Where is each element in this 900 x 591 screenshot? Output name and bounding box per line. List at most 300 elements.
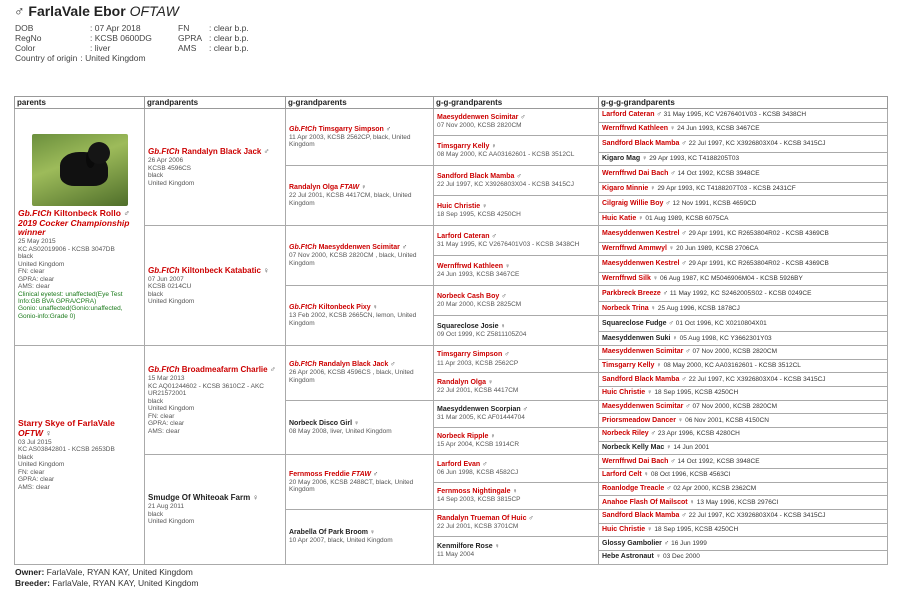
sex-icon: ♀ [490, 433, 496, 441]
title-prefix: Gb.FtCh [148, 265, 180, 275]
dog-info-line: black [148, 397, 164, 405]
dog-photo[interactable] [32, 134, 128, 206]
dog-info-line: 13 May 1996, KCSB 2976CI [696, 498, 779, 506]
dog-info-line: 10 Apr 2007, black, United Kingdom [289, 537, 393, 545]
dog-info-line: 18 Sep 1995, KCSB 4250CH [437, 211, 521, 219]
dog-name-link[interactable] [437, 203, 487, 210]
dog-name-link[interactable] [289, 529, 375, 536]
dog-info-line: 08 May 2000, KC AA03162601 - KCSB 3512CL [663, 362, 801, 370]
dog-name-link[interactable] [602, 140, 687, 147]
dog-name: Maesyddenwen Scimitar [602, 403, 684, 411]
gg-grandparent-cell [434, 226, 599, 256]
gg-grandparent-cell [434, 166, 599, 196]
dog-name-link[interactable] [602, 389, 652, 396]
dog-name: Kiltonbeck Pixy [318, 304, 371, 312]
pedigree-header-row [15, 97, 888, 109]
dog-name: Wernffrwd Kathleen [437, 262, 503, 270]
dog-name-link[interactable] [602, 275, 658, 282]
dog-name: Wernffrwd Silk [602, 274, 651, 282]
dog-info-line: black [18, 453, 34, 461]
dog-name-link[interactable] [289, 361, 395, 368]
sex-icon: ♂ [665, 199, 671, 207]
dog-name-link[interactable] [437, 488, 518, 495]
dog-info-line: 22 Jul 2001, KCSB 3701CM [437, 523, 519, 531]
dog-name: Randalyn Olga [437, 378, 487, 386]
sex-icon: ♂ [522, 406, 528, 414]
sex-icon: ♀ [642, 154, 648, 162]
dog-name-link[interactable] [148, 365, 276, 374]
sex-icon: ♀ [482, 202, 488, 210]
dog-info-line: 01 Aug 1989, KCSB 6075CA [645, 214, 729, 222]
dog-info-line: 22 Jul 1997, KC X3926803X04 - KCSB 3415CJ [688, 375, 826, 383]
dog-name-link[interactable] [437, 233, 497, 240]
dog-info-line: 20 May 2006, KCSB 2488CT, black, United Kingdom [289, 478, 414, 494]
sex-icon: ♂ [685, 403, 691, 411]
dog-info-line: 07 Jun 2007 [148, 275, 184, 283]
dog-name-link[interactable] [602, 320, 674, 327]
dog-info-line: 31 May 1995, KC V2676401V03 - KCSB 3438CH [663, 111, 807, 119]
dog-name-link[interactable] [289, 244, 407, 251]
column-header: grandparents [145, 97, 286, 109]
dog-name: Sandford Black Mamba [437, 173, 515, 180]
sex-icon: ♀ [487, 378, 494, 386]
dog-info-line: GPRA: clear [18, 476, 55, 484]
dog-name-link[interactable] [148, 147, 270, 156]
dog-info-line: black [18, 253, 34, 261]
sex-icon: ♀ [45, 427, 52, 438]
dog-name: Cilgraig Willie Boy [602, 199, 664, 207]
dog-name-link[interactable] [437, 293, 506, 300]
dam-cell [15, 346, 145, 565]
ggg-grandparent-cell [599, 272, 888, 286]
ggg-grandparent-cell [599, 316, 888, 332]
sex-icon: ♀ [652, 274, 659, 282]
grandparent-cell [145, 455, 286, 565]
dog-name-link[interactable] [148, 493, 258, 502]
dog-name-link[interactable] [602, 499, 695, 506]
color-label: Color [15, 43, 36, 53]
dog-info-line: 29 Apr 1991, KC R2653804R02 - KCSB 4369CB [688, 229, 829, 237]
dog-name-link[interactable] [602, 553, 661, 560]
dog-name: Wernffrwd Dai Bach [602, 169, 669, 177]
ggg-grandparent-cell [599, 496, 888, 510]
great-grandparent-cell [286, 226, 434, 286]
sex-icon: ♀ [672, 334, 678, 342]
dog-name-link[interactable] [602, 526, 652, 533]
sex-icon: ♂ [501, 292, 507, 300]
dog-name: Larford Cateran [602, 111, 655, 119]
sex-icon: ♂ [670, 169, 676, 177]
dog-info-line: 22 Jul 1997, KC X3926803X04 - KCSB 3415CJ [688, 139, 826, 147]
pedigree-row [15, 455, 888, 469]
dog-name-link[interactable] [602, 458, 676, 465]
ggg-grandparent-cell [599, 152, 888, 166]
dog-name-link[interactable] [437, 323, 506, 330]
ggg-grandparent-cell [599, 400, 888, 414]
dog-info-line: 14 Oct 1992, KCSB 3948CE [677, 457, 760, 465]
dog-name-link[interactable] [602, 185, 655, 192]
dog-name: Randalyn Olga [289, 184, 339, 192]
dog-name-link[interactable] [602, 125, 675, 132]
dog-info-line: KC AS03842801 - KCSB 2653DB [18, 446, 115, 454]
dog-name: Smudge Of Whiteoak Farm [148, 493, 251, 503]
dog-title [14, 3, 179, 19]
dog-name: Kenmilfore Rose [437, 542, 493, 550]
dog-name-link[interactable] [289, 126, 391, 133]
dog-name-link[interactable] [602, 512, 687, 519]
grandparent-cell [145, 109, 286, 226]
sex-icon: ♂ [123, 207, 130, 218]
dog-info-line: 08 May 2000, KC AA03162601 - KCSB 3512CL [437, 151, 575, 159]
dog-info-line: 08 Oct 1996, KCSB 4563CI [650, 471, 731, 479]
ggg-grandparent-cell [599, 332, 888, 346]
dog-name-link[interactable] [437, 351, 509, 358]
dog-name-link[interactable] [602, 155, 647, 162]
dog-info-line: KC AQ01244602 - KCSB 3610CZ - AKC UR21572001 [148, 382, 264, 398]
dog-name-link[interactable] [602, 540, 669, 547]
dog-name: Maesyddenwen Kestrel [602, 259, 680, 267]
country-label: Country of origin [15, 53, 78, 63]
ggg-grandparent-cell [599, 387, 888, 401]
gg-grandparent-cell [434, 455, 599, 482]
owner-label: Owner: [15, 567, 45, 577]
dog-info-line: 29 Apr 1993, KC T4188207T03 - KCSB 2431CF [657, 184, 796, 192]
dog-info-line: 31 May 1995, KC V2676401V03 - KCSB 3438CH [437, 240, 580, 248]
sex-icon: ♀ [647, 525, 653, 533]
dog-name-link[interactable] [289, 471, 378, 478]
sex-icon: ♀ [689, 498, 695, 506]
dog-info-line: 23 Apr 1996, KCSB 4280CH [657, 430, 740, 438]
dog-info-line: 13 Feb 2002, KCSB 2665CN, lemon, United Kingdom [289, 312, 417, 327]
dog-name: Larford Cateran [437, 232, 490, 240]
dog-info-line: AMS: clear [148, 427, 180, 435]
dog-details [15, 23, 249, 63]
dog-name: Arabella Of Park Broom [289, 529, 368, 537]
dog-name: Timsgarry Simpson [318, 125, 384, 133]
ggg-grandparent-cell [599, 256, 888, 272]
ggg-grandparent-cell [599, 166, 888, 182]
dog-info-line: United Kingdom [148, 179, 195, 187]
sex-icon: ♀ [252, 493, 259, 503]
ggg-grandparent-cell [599, 359, 888, 373]
dog-name: Glossy Gambolier [602, 539, 662, 547]
dog-name: Maesyddenwen Suki [602, 334, 671, 342]
ggg-grandparent-cell [599, 136, 888, 152]
dog-name-link[interactable] [289, 420, 359, 427]
title-prefix: Gb.FtCh [18, 207, 52, 218]
sex-icon: ♂ [681, 375, 687, 383]
gg-grandparent-cell [434, 346, 599, 373]
dog-info-line: 01 Oct 1996, KC X0210804X01 [675, 319, 767, 327]
sex-icon: ♂ [681, 512, 687, 520]
great-grandparent-cell [286, 109, 434, 166]
sex-icon: ♀ [500, 322, 506, 330]
dog-info-line: 25 Aug 1996, KCSB 1878CJ [657, 304, 740, 312]
sex-icon: ♂ [491, 232, 497, 240]
sex-icon: ♂ [401, 244, 408, 252]
dog-info-line: United Kingdom [148, 518, 195, 526]
dog-info-line: GPRA: clear [18, 275, 55, 283]
dog-info-line: 26 Apr 2006, KCSB 4596CS , black, United Kingdom [289, 369, 414, 384]
breeder-label: Breeder: [15, 578, 50, 588]
ggg-grandparent-cell [599, 226, 888, 242]
ggg-grandparent-cell [599, 286, 888, 302]
ggg-grandparent-cell [599, 469, 888, 483]
dog-info-line: United Kingdom [148, 405, 195, 413]
sex-icon: ♀ [656, 362, 662, 370]
dog-info-line: 21 Aug 2011 [148, 503, 185, 511]
dog-info-line: 07 Nov 2000, KCSB 2820CM [692, 348, 778, 356]
dog-name-link[interactable] [602, 444, 671, 451]
dog-name: Wernffrwd Dai Bach [602, 457, 669, 465]
column-header: g-g-g-grandparents [599, 97, 888, 109]
ggg-grandparent-cell [599, 212, 888, 226]
health-info-line: Gonio: unaffected(Gonio:unaffected, Gonio-info:Grade 0) [18, 305, 123, 320]
title-prefix: Gb.FtCh [289, 304, 317, 312]
dog-name-link[interactable] [437, 543, 500, 550]
sex-icon: ♂ [685, 348, 691, 356]
dog-name-link[interactable] [602, 245, 674, 252]
dog-info-line: black [148, 510, 164, 518]
dog-info-line: 20 Mar 2000, KCSB 2825CM [437, 300, 522, 308]
dog-name-link[interactable] [437, 461, 487, 468]
gg-grandparent-cell [434, 428, 599, 455]
dog-info-line: United Kingdom [18, 260, 65, 268]
great-grandparent-cell [286, 509, 434, 564]
dog-info-line: United Kingdom [148, 298, 195, 306]
sex-icon: ♂ [482, 460, 488, 468]
dog-photo-head [88, 142, 110, 164]
dog-info-line: 11 Apr 2003, KCSB 2562CP, black, United Kingdom [289, 133, 411, 149]
gg-grandparent-cell [434, 109, 599, 136]
dog-name-link[interactable] [437, 263, 510, 270]
dog-name: Kigaro Minnie [602, 184, 649, 192]
ggg-grandparent-cell [599, 537, 888, 551]
fn-label: FN [178, 23, 190, 33]
ggg-grandparent-cell [599, 509, 888, 523]
dog-name-link[interactable] [602, 170, 676, 177]
ggg-grandparent-cell [599, 523, 888, 537]
dog-name-link[interactable] [602, 485, 671, 492]
dog-name: Huic Christie [602, 389, 646, 397]
great-grandparent-cell [286, 166, 434, 226]
dog-name: Randalyn Trueman Of Huic [437, 515, 527, 523]
sex-icon: ♂ [528, 515, 534, 523]
sex-icon: ♂ [650, 430, 656, 438]
dog-name: Starry Skye of FarlaVale [18, 417, 115, 428]
sex-icon: ♀ [372, 304, 378, 312]
dog-name-link[interactable] [437, 114, 526, 121]
column-header: g-grandparents [286, 97, 434, 109]
ggg-grandparent-cell [599, 550, 888, 564]
column-header: g-g-grandparents [434, 97, 599, 109]
dog-info-line: 06 Nov 2001, KCSB 4150CN [685, 416, 769, 424]
sex-icon: ♂ [263, 147, 270, 157]
regno-label: RegNo [15, 33, 42, 43]
dog-info-line: 31 Mar 2005, KC AF01444704 [437, 414, 525, 422]
pedigree-row [15, 109, 888, 123]
dog-name-link[interactable] [602, 348, 691, 355]
dog-name-link[interactable] [148, 266, 269, 275]
dog-info-line: 12 Nov 1991, KCSB 4659CD [672, 199, 757, 207]
sex-icon: ♀ [666, 443, 672, 451]
dog-name: Wernffrwd Ammwyl [602, 244, 667, 252]
sex-icon: ♀ [369, 529, 376, 537]
dog-name-link[interactable] [437, 379, 493, 386]
dog-name-link[interactable] [602, 200, 671, 207]
dog-name: Norbeck Riley [602, 430, 649, 438]
dog-info-line: 29 Apr 1991, KC R2653804R02 - KCSB 4369CB [688, 259, 829, 267]
dog-info-line: 03 Jul 2015 [18, 438, 52, 446]
dog-info-line: 26 Apr 2006 [148, 157, 184, 165]
sex-icon: ♂ [663, 539, 670, 547]
sex-icon: ♂ [656, 111, 662, 119]
sex-icon: ♂ [662, 289, 668, 297]
dog-info-line: 20 Jun 1989, KCSB 2706CA [676, 244, 759, 252]
dog-name-link[interactable] [602, 362, 662, 369]
sire-cell [15, 109, 145, 346]
sex-icon: ♂ [504, 351, 510, 359]
dog-info-line: 06 Aug 1987, KC M5046906M04 - KCSB 5926BY [660, 274, 803, 282]
dog-info-line: AMS: clear [18, 283, 50, 291]
dog-name: Timsgarry Kelly [602, 362, 655, 370]
dog-info-line: 14 Oct 1992, KCSB 3948CE [677, 169, 760, 177]
dog-info-line: 07 Nov 2000, KCSB 2820CM , black, United Kingdom [289, 252, 417, 267]
sex-icon: ♂ [520, 114, 526, 122]
dog-name: Kigaro Mag [602, 154, 641, 162]
sex-icon: ♂ [666, 484, 672, 492]
sex-icon: ♀ [655, 553, 662, 561]
dog-name: Kiltonbeck Rollo [53, 207, 121, 218]
sex-icon: ♀ [491, 143, 497, 151]
title-suffix: FTAW [351, 470, 371, 478]
dog-name-link[interactable] [602, 230, 687, 237]
dog-name-link[interactable] [602, 290, 668, 297]
regno-value: : KCSB 0600DG [90, 33, 152, 43]
color-value: : liver [90, 43, 111, 53]
dog-name-link[interactable] [289, 304, 378, 311]
breeder-value: FarlaVale, RYAN KAY, United Kingdom [52, 578, 199, 588]
ggg-grandparent-cell [599, 482, 888, 496]
dog-name-link[interactable] [437, 143, 497, 150]
dog-name-link[interactable] [602, 215, 643, 222]
sex-icon: ♀ [504, 262, 511, 270]
dog-name-link[interactable] [437, 515, 534, 522]
dog-name: Fernmoss Nightingale [437, 488, 511, 496]
dog-info-line: 11 Apr 2003, KCSB 2562CP [437, 359, 519, 367]
dog-name: Larford Celt [602, 471, 642, 479]
dog-name-link[interactable] [602, 335, 678, 342]
dog-name: Huic Katie [602, 214, 637, 222]
dog-name: Anahoe Flash Of Mailscot [602, 498, 688, 506]
gpra-value: : clear b.p. [209, 33, 249, 43]
ggg-grandparent-cell [599, 373, 888, 387]
dog-name: FarlaVale Ebor [28, 3, 126, 19]
gg-grandparent-cell [434, 136, 599, 166]
ams-value: : clear b.p. [209, 43, 249, 53]
dog-name: Randalyn Black Jack [181, 147, 262, 157]
dog-info-line: black [148, 172, 164, 180]
dog-suffix: OFTAW [129, 3, 179, 19]
dog-name: Maesyddenwen Scimitar [602, 348, 684, 356]
dog-name: Maesyddenwen Scimitar [318, 244, 400, 252]
male-symbol: ♂ [14, 3, 25, 19]
great-grandparent-cell [286, 400, 434, 455]
dog-info-line: 29 Apr 1993, KC T4188205T03 [649, 154, 740, 162]
sex-icon: ♂ [670, 457, 676, 465]
title-prefix: Gb.FtCh [148, 147, 180, 157]
dog-name-link[interactable] [18, 418, 115, 438]
dog-info-line: 05 Aug 1998, KC Y3662301Y03 [679, 334, 772, 342]
dog-name-link[interactable] [602, 403, 691, 410]
dog-name-link[interactable] [437, 406, 528, 413]
dog-name-link[interactable] [437, 173, 522, 180]
dog-name-link[interactable] [289, 184, 366, 191]
ggg-grandparent-cell [599, 455, 888, 469]
dog-info-line: FN: clear [18, 268, 45, 276]
dob-value: : 07 Apr 2018 [90, 23, 141, 33]
dog-name: Sandford Black Mamba [602, 375, 680, 383]
dog-info-line: 02 Apr 2000, KCSB 2362CM [673, 484, 757, 492]
dog-name-link[interactable] [602, 376, 687, 383]
ggg-grandparent-cell [599, 196, 888, 212]
dog-name-link[interactable] [437, 433, 496, 440]
pedigree-table [14, 96, 888, 565]
ggg-grandparent-cell [599, 441, 888, 455]
dog-name-link[interactable] [602, 111, 662, 118]
sex-icon: ♀ [638, 214, 644, 222]
sex-icon: ♀ [361, 184, 367, 192]
dog-name-link[interactable] [602, 260, 687, 267]
sex-icon: ♀ [650, 304, 656, 312]
dog-name-link[interactable] [602, 471, 649, 478]
ggg-grandparent-cell [599, 109, 888, 123]
dog-name: Norbeck Cash Boy [437, 292, 500, 300]
grandparent-cell [145, 346, 286, 455]
dog-info-line: 22 Jul 1997, KC X3926803X04 - KCSB 3415CJ [437, 181, 574, 189]
dog-name: Larford Evan [437, 460, 481, 468]
gg-grandparent-cell [434, 256, 599, 286]
dog-name: Fernmoss Freddie [289, 470, 350, 478]
title-suffix: OFTW [18, 427, 44, 438]
sex-icon: ♂ [668, 319, 674, 327]
ggg-grandparent-cell [599, 414, 888, 428]
dog-name-link[interactable] [602, 430, 656, 437]
dog-info-line: 22 Jul 2001, KCSB 4417CM, black, United Kingdom [289, 192, 412, 207]
dog-info-line: 22 Jul 2001, KCSB 4417CM [437, 386, 519, 394]
dog-name: Maesyddenwen Scimitar [437, 114, 519, 122]
dog-name-link[interactable] [602, 305, 656, 312]
dog-name: Wernffrwd Kathleen [602, 124, 668, 132]
gg-grandparent-cell [434, 316, 599, 346]
dog-info-line: 03 Dec 2000 [663, 553, 700, 561]
dog-name: Norbeck Trina [602, 304, 649, 312]
dog-name: Timsgarry Simpson [437, 351, 503, 359]
title-prefix: Gb.FtCh [289, 361, 317, 369]
sex-icon: ♂ [372, 470, 379, 478]
gg-grandparent-cell [434, 509, 599, 536]
dog-info-line: 22 Jul 1997, KC X3926803X04 - KCSB 3415CJ [688, 512, 826, 520]
sex-icon: ♀ [353, 419, 360, 427]
dog-name-link[interactable] [18, 208, 130, 218]
grandparent-cell [145, 226, 286, 346]
dob-label: DOB [15, 23, 34, 33]
health-info-line: Clinical eyetest: unaffected(Eye Test Info:GB BVA GPRA/CPRA) [18, 290, 123, 305]
ggg-grandparent-cell [599, 242, 888, 256]
dog-name-link[interactable] [602, 417, 683, 424]
dog-name: Squareclose Fudge [602, 319, 667, 327]
dog-name: Norbeck Ripple [437, 433, 489, 441]
